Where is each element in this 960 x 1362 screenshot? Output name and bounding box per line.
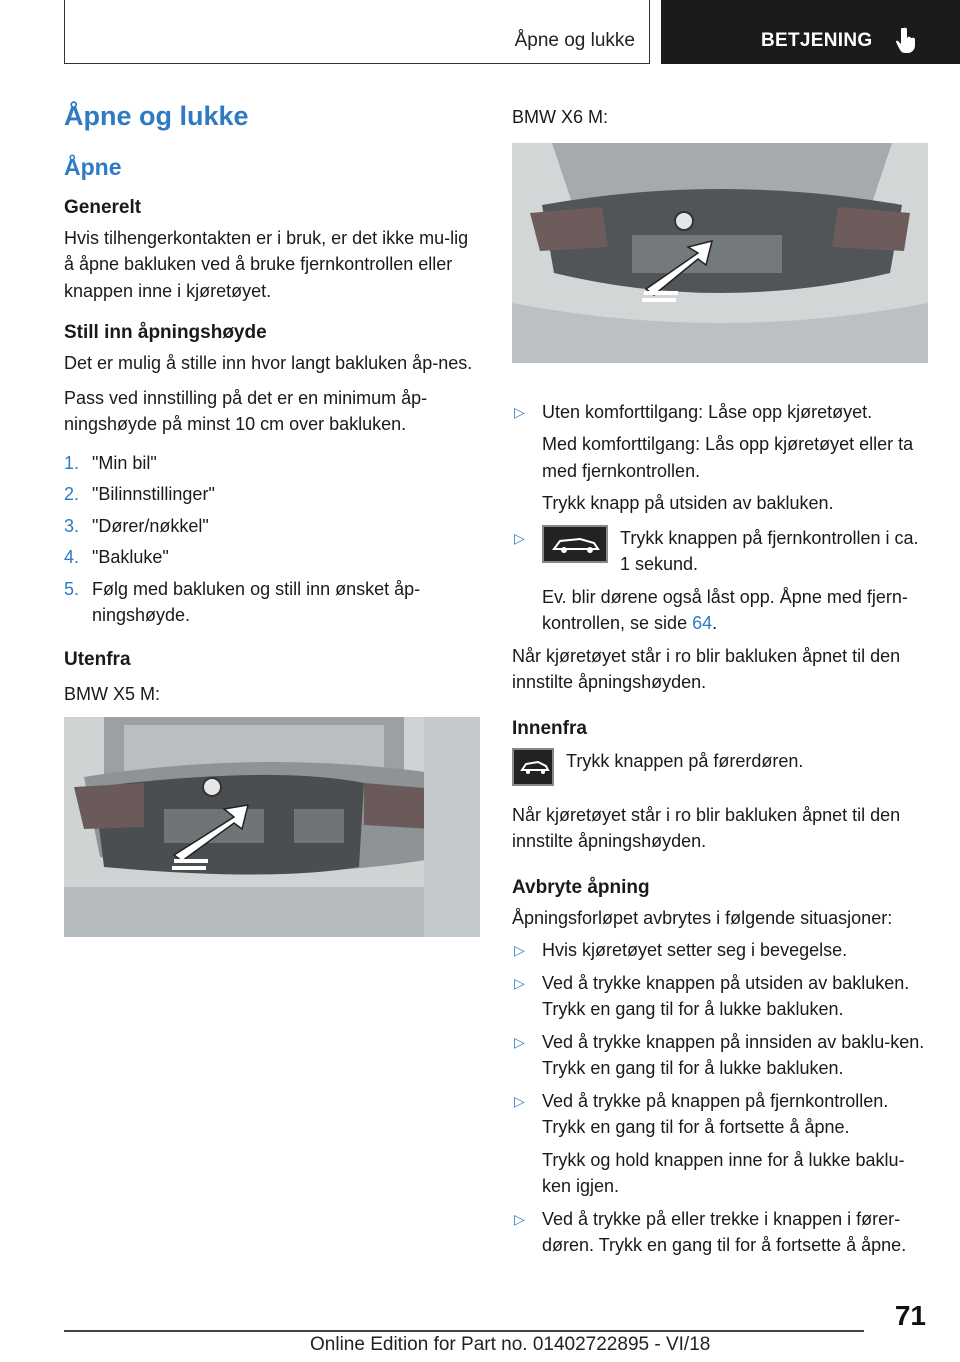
list-item: ▷ Ved å trykke på knappen på fjernkontrollen. Trykk en gang til for å fortsette å åpne. Trykk og hold knappen inne for å lukke baklu-ken igjen.	[512, 1088, 932, 1200]
triangle-bullet-icon: ▷	[514, 403, 525, 420]
driver-door-tailgate-button-icon	[512, 748, 554, 786]
paragraph-abort: Åpningsforløpet avbrytes i følgende situasjoner:	[512, 907, 893, 928]
header-section-label: BETJENING	[761, 30, 873, 51]
page-title: Åpne og lukke	[64, 101, 249, 131]
triangle-bullet-icon: ▷	[514, 529, 525, 546]
heading-outside: Utenfra	[64, 648, 131, 670]
page-number: 71	[894, 1300, 926, 1331]
x6-tailgate-image	[512, 143, 928, 363]
paragraph-general: Hvis tilhengerkontakten er i bruk, er det ikke mu-lig å åpne bakluken ved å bruke fjernkontrollen eller knappen inne i kjøretøyet.	[64, 227, 469, 301]
paragraph-height-2: Pass ved innstilling på det er en minimum åp-ningshøyde på minst 10 cm over bakluken.	[64, 387, 428, 435]
list-item: 4. "Bakluke"	[64, 547, 169, 568]
list-item: ▷ Trykk knappen på fjernkontrollen i ca. 1 sekund. Ev. blir dørene også låst opp. Åpne med fjern-kontrollen, se side 64.	[512, 525, 932, 637]
heading-abort: Avbryte åpning	[512, 876, 650, 898]
triangle-bullet-icon: ▷	[514, 942, 525, 958]
triangle-bullet-icon: ▷	[514, 1092, 525, 1109]
list-item: 1. "Min bil"	[64, 452, 157, 473]
header-section-tab	[661, 0, 960, 64]
list-item: ▷ Ved å trykke knappen på utsiden av bakluken. Trykk en gang til for å lukke bakluken.	[512, 970, 932, 1023]
list-item: ▷ Hvis kjøretøyet setter seg i bevegelse.	[512, 937, 932, 964]
header-chapter-box	[64, 0, 650, 64]
header-chapter-title: Åpne og lukke	[514, 30, 635, 51]
heading-inside: Innenfra	[512, 717, 587, 739]
open-outside-list	[512, 399, 932, 637]
left-column	[64, 96, 480, 937]
section-title-open: Åpne	[64, 153, 122, 180]
triangle-bullet-icon: ▷	[514, 1210, 525, 1227]
paragraph-stationary-2: Når kjøretøyet står i ro blir bakluken åpnet til den innstilte åpningshøyden.	[512, 804, 901, 851]
list-item: ▷ Ved å trykke knappen på innsiden av baklu-ken. Trykk en gang til for å lukke bakluken.	[512, 1029, 932, 1082]
page-link[interactable]: 64	[692, 613, 713, 633]
inside-instruction: Trykk knappen på førerdøren.	[512, 748, 932, 786]
triangle-bullet-icon: ▷	[514, 974, 525, 991]
right-column	[512, 96, 932, 1265]
steps-list	[64, 450, 480, 629]
x5-tailgate-image	[64, 717, 480, 937]
footer-edition: Online Edition for Part no. 01402722895 - VI/18	[310, 1334, 711, 1355]
list-item: ▷ Ved å trykke på eller trekke i knappen i fører-døren. Trykk en gang til for å fortsette å åpne.	[512, 1206, 932, 1259]
footer-divider	[64, 1330, 864, 1332]
label-x5: BMW X5 M:	[64, 683, 161, 704]
abort-list	[512, 937, 932, 1259]
list-item: ▷ Uten komforttilgang: Låse opp kjøretøyet. Med komforttilgang: Lås opp kjøretøyet eller ta med fjernkontrollen. Trykk knapp på utsiden av bakluken.	[512, 399, 932, 517]
heading-opening-height: Still inn åpningshøyde	[64, 322, 267, 344]
hand-pointer-icon	[895, 26, 919, 54]
heading-general: Generelt	[64, 196, 142, 218]
triangle-bullet-icon: ▷	[514, 1033, 525, 1050]
list-item: 3. "Dører/nøkkel"	[64, 515, 209, 536]
list-item: 2. "Bilinnstillinger"	[64, 484, 215, 505]
paragraph-stationary-1: Når kjøretøyet står i ro blir bakluken åpnet til den innstilte åpningshøyden.	[512, 645, 901, 692]
paragraph-height-1: Det er mulig å stille inn hvor langt bakluken åp-nes.	[64, 353, 473, 374]
list-item: 5. Følg med bakluken og still inn ønsket åp-ningshøyde.	[64, 578, 421, 626]
label-x6: BMW X6 M:	[512, 107, 609, 127]
remote-tailgate-button-icon	[542, 525, 608, 563]
